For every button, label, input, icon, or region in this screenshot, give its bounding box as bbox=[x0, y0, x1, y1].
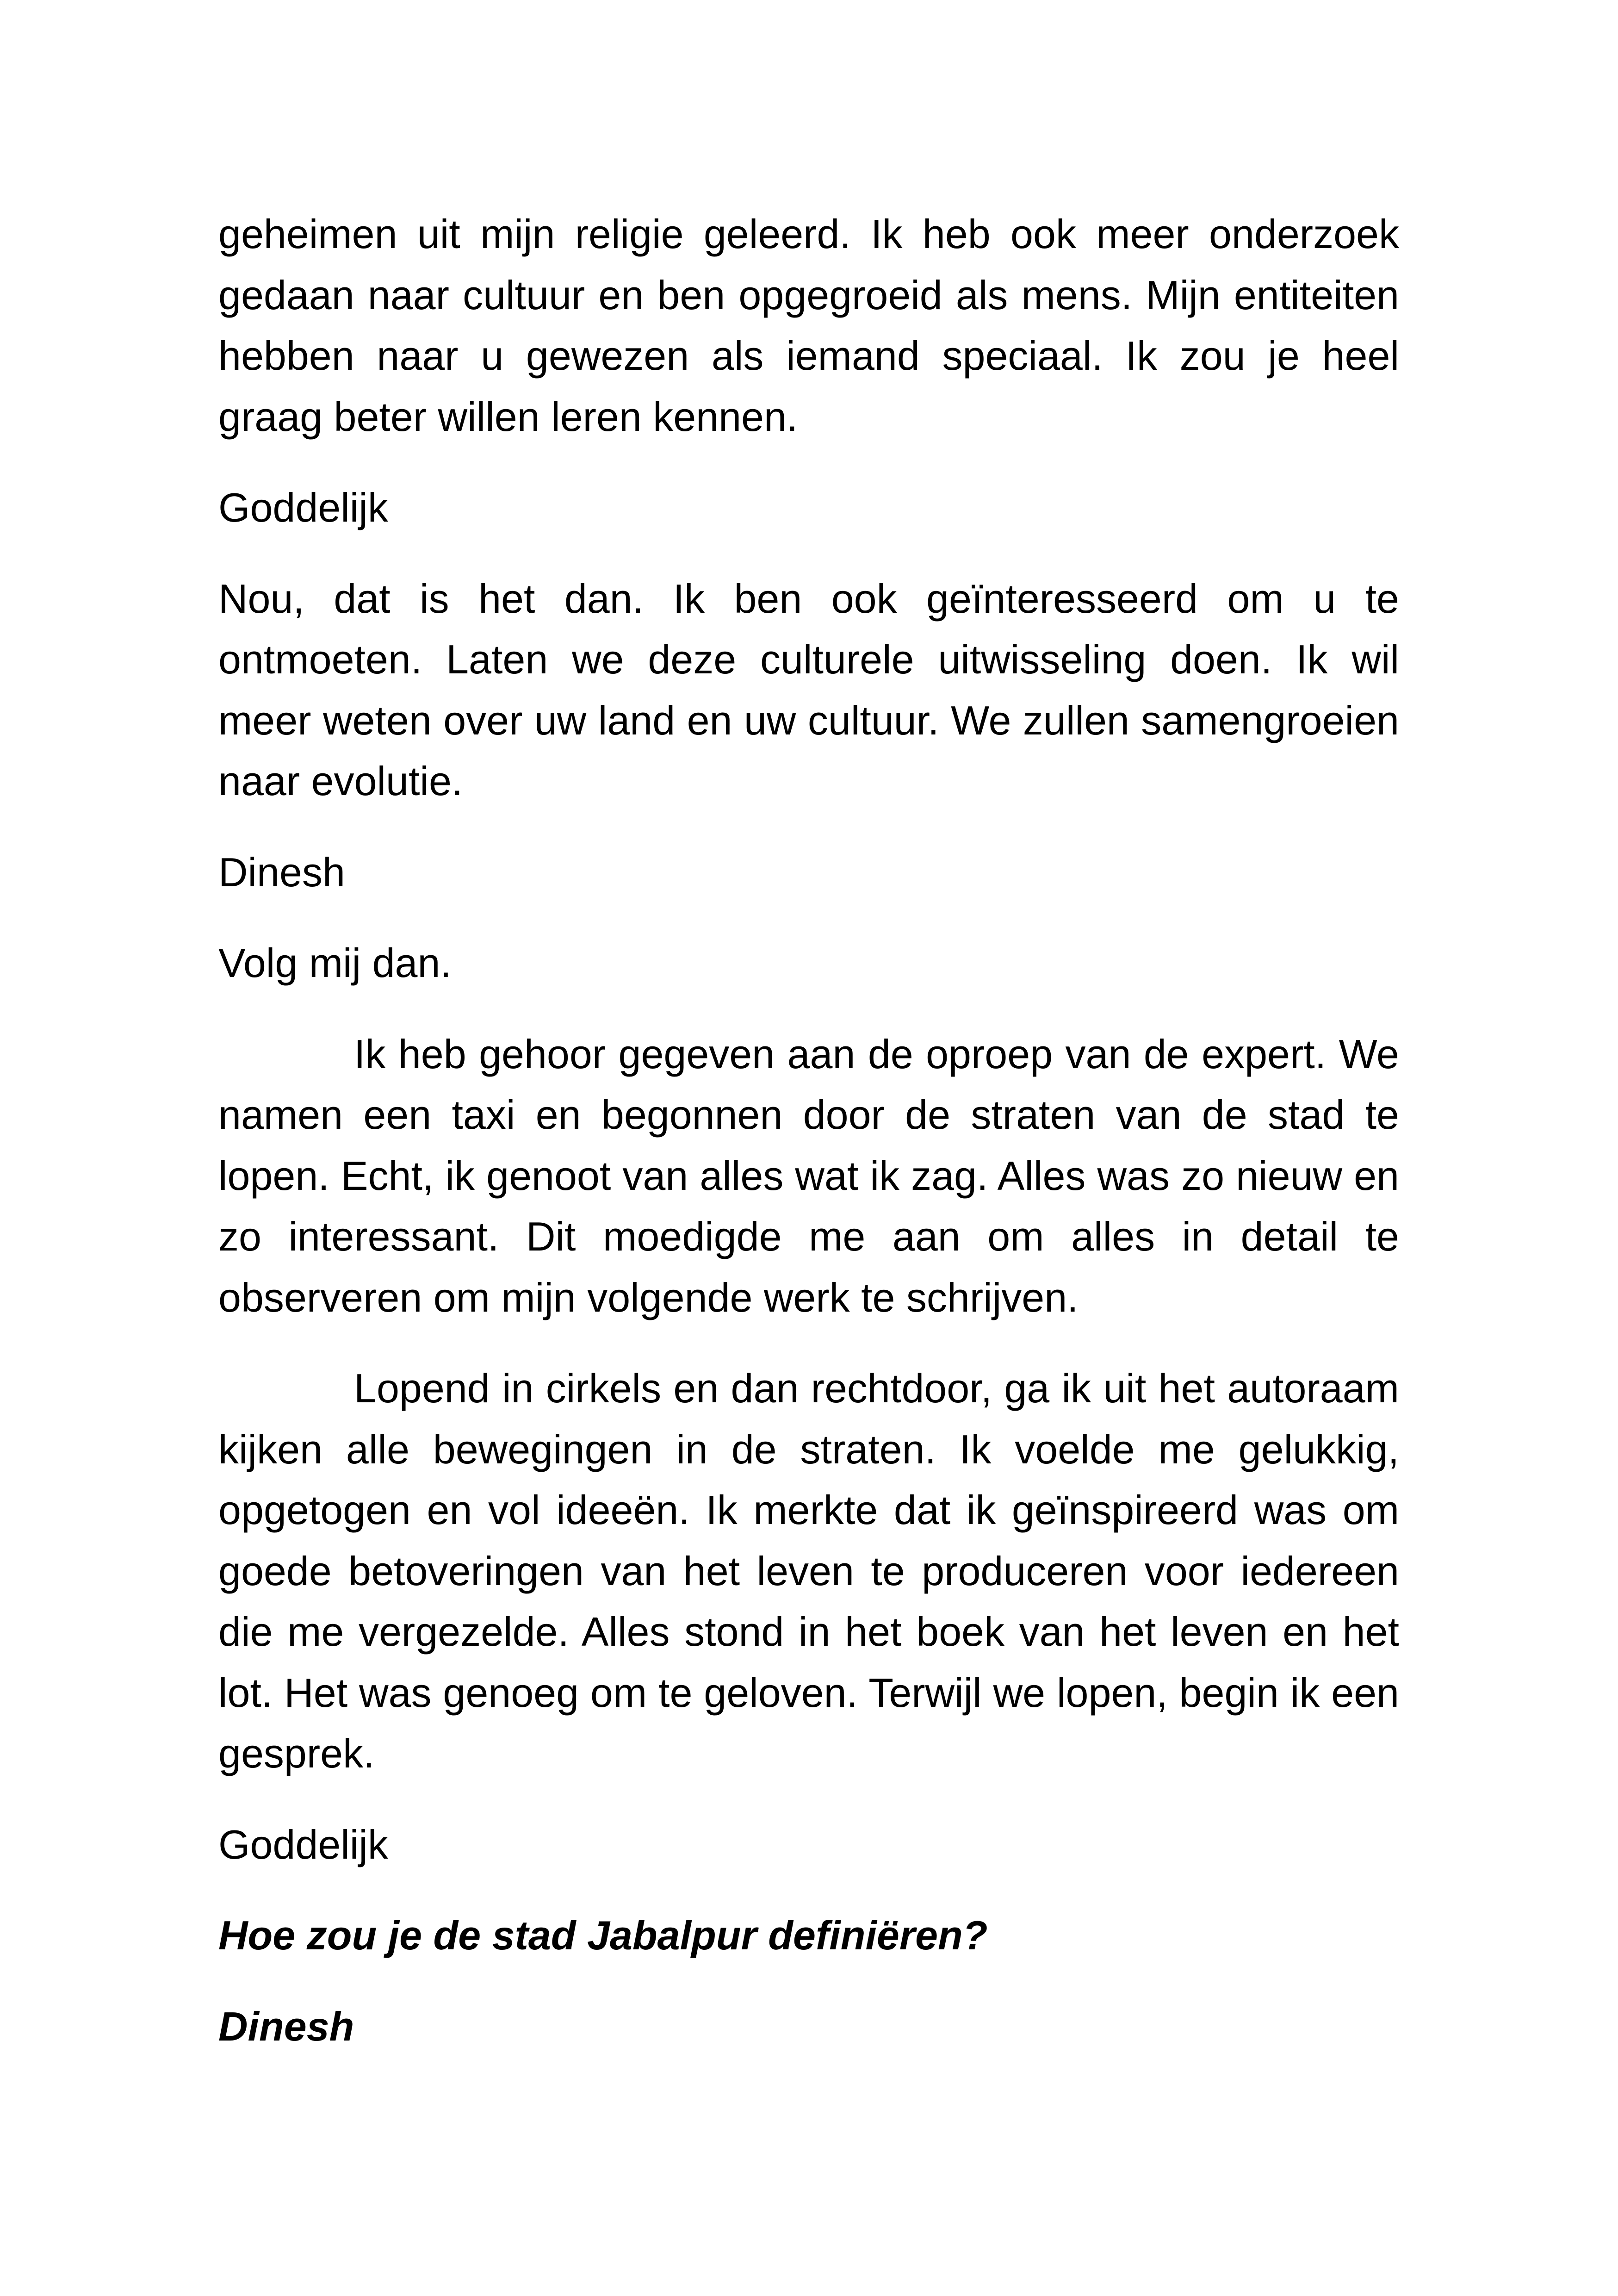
question-heading: Hoe zou je de stad Jabalpur definiëren? bbox=[218, 1912, 988, 1958]
speaker-label: Goddelijk bbox=[218, 1821, 388, 1867]
speaker-label: Dinesh bbox=[218, 849, 345, 895]
speaker-label-bold: Dinesh bbox=[218, 2003, 354, 2049]
paragraph: geheimen uit mijn religie geleerd. Ik heb ook meer onderzoek gedaan naar cultuur en ben opgegroeid als mens. Mijn entiteiten hebben naar u gewezen als iemand speciaal. Ik zou je heel graag beter willen leren kennen. bbox=[218, 211, 1399, 440]
paragraph: Lopend in cirkels en dan rechtdoor, ga ik uit het autoraam kijken alle bewegingen in de straten. Ik voelde me gelukkig, opgetogen en vol ideeën. Ik merkte dat ik geïnspireerd was om goede betoveringen van het leven te produceren voor iedereen die me vergezelde. Alles stond in het boek van het leven en het lot. Het was genoeg om te geloven. Terwijl we lopen, begin ik een gesprek. bbox=[218, 1365, 1399, 1776]
document-body bbox=[218, 204, 1399, 2087]
paragraph: Ik heb gehoor gegeven aan de oproep van de expert. We namen een taxi en begonnen door de straten van de stad te lopen. Echt, ik genoot van alles wat ik zag. Alles was zo nieuw en zo interessant. Dit moedigde me aan om alles in detail te observeren om mijn volgende werk te schrijven. bbox=[218, 1031, 1399, 1320]
paragraph: Volg mij dan. bbox=[218, 940, 452, 986]
paragraph: Nou, dat is het dan. Ik ben ook geïnteresseerd om u te ontmoeten. Laten we deze culturele uitwisseling doen. Ik wil meer weten over uw land en uw cultuur. We zullen samengroeien naar evolutie. bbox=[218, 575, 1399, 804]
speaker-label: Goddelijk bbox=[218, 485, 388, 530]
